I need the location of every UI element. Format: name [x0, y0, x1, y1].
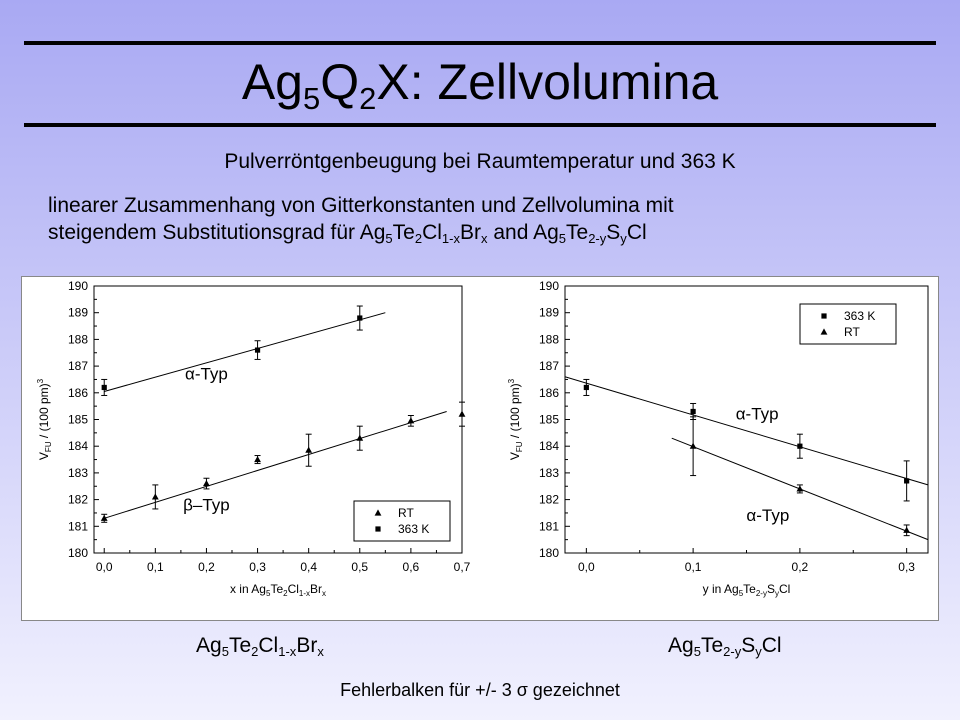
- x-tick-label: 0,3: [249, 560, 266, 574]
- legend-marker: [821, 313, 826, 318]
- top-rule: [24, 41, 936, 45]
- x-axis-label: x in $Ag_5Te_2Cl_{1-x}Br_x$: [229, 582, 327, 598]
- description-line-2: steigendem Substitutionsgrad für Ag5Te2Cl1-xBrx and Ag5Te2-ySyCl: [48, 221, 647, 247]
- x-tick-label: 0,1: [146, 560, 164, 574]
- x-tick-label: 0,4: [300, 560, 318, 574]
- y-tick-label: 187: [67, 359, 88, 374]
- data-point: [797, 444, 802, 449]
- y-tick-label: 188: [67, 332, 88, 347]
- legend: [800, 304, 896, 344]
- slide-title: Ag5Q2X: Zellvolumina: [241, 54, 719, 116]
- y-tick-label: 182: [67, 492, 88, 507]
- chart-2: [507, 279, 928, 598]
- footnote: Fehlerbalken für +/- 3 σ gezeichnet: [340, 680, 620, 700]
- data-point: [152, 493, 159, 499]
- legend-label: RT: [398, 506, 414, 520]
- y-tick-label: 184: [538, 439, 559, 454]
- y-tick-label: 189: [67, 305, 88, 320]
- chart-1: [36, 279, 471, 598]
- x-tick-label: 0,5: [351, 560, 369, 574]
- x-tick-label: 0,2: [198, 560, 215, 574]
- annotation: α-Typ: [746, 505, 790, 525]
- data-point: [357, 315, 362, 320]
- y-tick-label: 182: [538, 492, 559, 507]
- y-tick-label: 180: [538, 546, 559, 560]
- annotation: α-Typ: [184, 364, 228, 384]
- data-point: [407, 417, 414, 423]
- y-tick-label: 189: [538, 305, 559, 320]
- legend: [354, 501, 450, 541]
- y-axis-label: $V_{FU} / (100$ pm)$^3$: [507, 378, 524, 461]
- legend-marker: [375, 526, 380, 531]
- data-point: [691, 409, 696, 414]
- x-tick-label: 0,6: [402, 560, 420, 574]
- y-tick-label: 186: [67, 385, 88, 400]
- data-point: [102, 385, 107, 390]
- x-tick-label: 0,3: [898, 560, 915, 574]
- y-tick-label: 186: [538, 385, 559, 400]
- x-axis-label: y in $Ag_5Te_{2-y}S_yCl$: [702, 582, 791, 598]
- legend-label: 363 K: [844, 309, 876, 323]
- x-tick-label: 0,7: [453, 560, 471, 574]
- y-tick-label: 188: [538, 332, 559, 347]
- chart-panel: [21, 276, 939, 621]
- formula-right: Ag5Te2-ySyCl: [668, 634, 782, 660]
- data-point: [255, 347, 260, 352]
- fit-line: [565, 377, 928, 485]
- formula-left: Ag5Te2Cl1-xBrx: [196, 634, 324, 660]
- data-point: [904, 478, 909, 483]
- x-tick-label: 0,0: [95, 560, 113, 574]
- legend-label: RT: [844, 325, 860, 339]
- annotation: β–Typ: [183, 495, 230, 515]
- description-line-1: linearer Zusammenhang von Gitterkonstanten und Zellvolumina mit: [48, 194, 674, 217]
- x-tick-label: 0,1: [684, 560, 702, 574]
- annotation: α-Typ: [735, 404, 779, 424]
- y-tick-label: 190: [538, 279, 559, 293]
- x-tick-label: 0,0: [578, 560, 595, 574]
- bottom-rule: [24, 123, 936, 127]
- y-tick-label: 181: [67, 519, 88, 534]
- y-tick-label: 187: [538, 359, 559, 374]
- data-point: [203, 480, 210, 486]
- y-tick-label: 183: [538, 465, 559, 480]
- y-tick-label: 184: [67, 439, 88, 454]
- x-tick-label: 0,2: [791, 560, 809, 574]
- data-point: [305, 447, 312, 453]
- y-tick-label: 185: [67, 412, 88, 427]
- y-tick-label: 180: [67, 546, 88, 560]
- data-point: [459, 411, 466, 417]
- data-point: [254, 456, 261, 462]
- fit-line: [104, 313, 385, 392]
- subtitle-line: Pulverröntgenbeugung bei Raumtemperatur und 363 K: [224, 150, 736, 173]
- y-tick-label: 181: [538, 519, 559, 534]
- data-point: [584, 385, 589, 390]
- legend-label: 363 K: [398, 522, 430, 536]
- y-tick-label: 183: [67, 465, 88, 480]
- y-tick-label: 185: [538, 412, 559, 427]
- charts-svg: [21, 276, 939, 621]
- y-axis-label: $V_{FU} / (100$ pm)$^3$: [36, 378, 53, 461]
- y-tick-label: 190: [67, 279, 88, 293]
